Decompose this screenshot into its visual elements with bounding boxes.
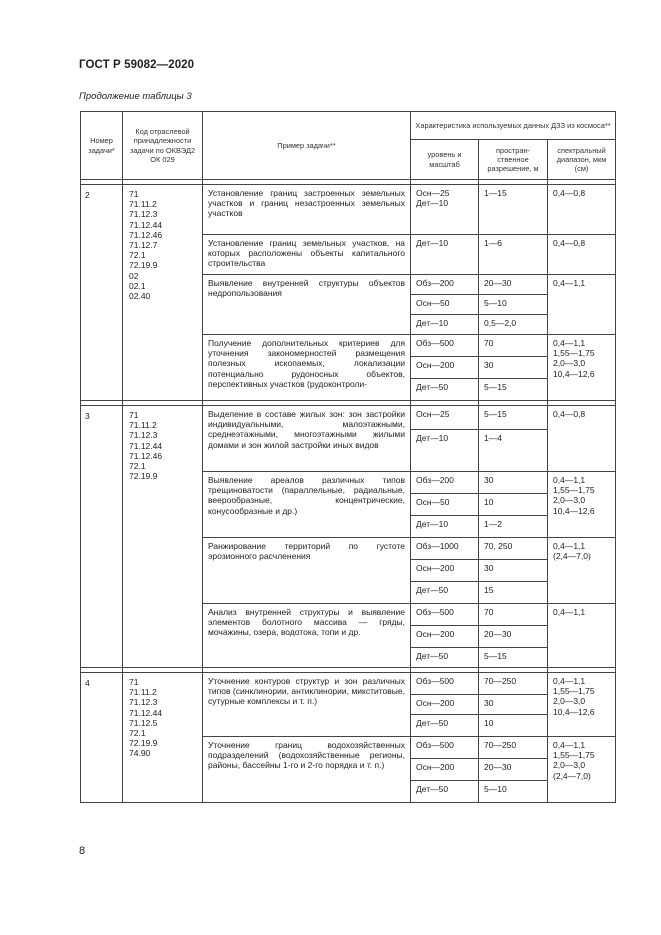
col-header-num: Номер задачи* (81, 112, 123, 180)
spectral-value: (2,4—7,0) (553, 770, 591, 781)
spectral-value: 1,55—1,75 (553, 686, 595, 697)
spectral-value: 10,4—12,6 (553, 505, 595, 516)
task-example: Установление границ застроенных земельных участков и границ незастроенных земельных участков (203, 185, 411, 235)
task-example: Выявление внутренней структуры объектов недропользования (203, 275, 411, 335)
spatial-resolution: 5—10 (479, 781, 548, 803)
level-scale: Осн—200 (411, 626, 479, 648)
okved-code: 71 (129, 189, 139, 199)
spatial-resolution: 70 (479, 335, 548, 357)
okved-code: 02.1 (129, 280, 146, 291)
spectral-value: 2,0—3,0 (553, 495, 586, 506)
spatial-resolution: 30 (479, 695, 548, 715)
table-row (81, 185, 616, 235)
spectral-value: 1,55—1,75 (553, 348, 595, 359)
spectral-value: 10,4—12,6 (553, 368, 595, 379)
level-scale: Обз—500 (411, 737, 479, 759)
spectral-range (548, 185, 616, 235)
okved-code: 71.12.46 (129, 229, 163, 240)
okved-code: 72.1 (129, 250, 146, 261)
level-scale: Обз—500 (411, 604, 479, 626)
task-example: Уточнение контуров структур и зон различных типов (синклинории, антиклинории, микститовые, сутурные комплексы и т. п.) (203, 673, 411, 737)
level-scale: Осн—50 (411, 494, 479, 516)
task-example: Выделение в составе жилых зон: зон застройки индивидуальными, малоэтажными, среднеэтажными, многоэтажными жилыми домами и зон жилой застройки иных видов (203, 406, 411, 472)
col-header-characteristics: Характеристика используемых данных ДЗЗ из космоса** (411, 112, 616, 140)
spectral-value: 0,4—1,1 (553, 475, 586, 485)
spectral-value: 2,0—3,0 (553, 760, 586, 771)
level-scale: Обз—200 (411, 275, 479, 295)
spatial-resolution: 30 (479, 560, 548, 582)
level-scale: Осн—200 (411, 357, 479, 379)
okved-code: 72.19.9 (129, 260, 158, 271)
col-header-spatial: простран- ственное разрешение, м (479, 140, 548, 180)
okved-code: 72.1 (129, 727, 146, 738)
table-caption: Продолжение таблицы 3 (79, 91, 192, 102)
spectral-value: 1,55—1,75 (553, 750, 595, 761)
okved-code: 71.12.44 (129, 707, 163, 718)
spectral-range (548, 604, 616, 668)
okved-code: 72.1 (129, 460, 146, 471)
task-number: 3 (81, 406, 123, 668)
spectral-range (548, 275, 616, 335)
spatial-resolution: 70 (479, 604, 548, 626)
spectral-value: 1,55—1,75 (553, 485, 595, 496)
page-number: 8 (79, 845, 86, 857)
spatial-resolution: 20—30 (479, 759, 548, 781)
task-example: Выявление ареалов различных типов трещиноватости (параллельные, радиальные, веерообразные, концентрические, конусообразные и др.) (203, 472, 411, 538)
task-example: Установление границ земельных участков, на которых расположены объекты капитального строительства (203, 235, 411, 275)
level-scale: Осн—200 (411, 759, 479, 781)
spectral-value: 0,4—1,1 (553, 607, 586, 617)
level-scale: Обз—500 (411, 673, 479, 695)
task-example: Уточнение границ водохозяйственных подразделений (водохозяйственные регионы, районы, бассейны 1-го и 2-го порядка и т. п.) (203, 737, 411, 803)
okved-code: 02.40 (129, 290, 151, 301)
spatial-resolution: 1—15 (479, 185, 548, 235)
okved-code: 02 (129, 270, 139, 281)
spatial-resolution: 5—15 (479, 406, 548, 430)
level-scale: Осн—200 (411, 560, 479, 582)
spatial-resolution: 20—30 (479, 275, 548, 295)
level-scale: Осн—200 (411, 695, 479, 715)
spatial-resolution: 5—10 (479, 295, 548, 315)
level-scale: Дет—10 (411, 315, 479, 335)
col-header-code: Код отраслевой принадлежности задачи по ОКВЭД2 ОК 029 (123, 112, 203, 180)
spectral-value: (2,4—7,0) (553, 551, 591, 562)
spatial-resolution: 5—15 (479, 379, 548, 401)
okved-code: 71.11.2 (129, 420, 157, 431)
spectral-range (548, 235, 616, 275)
okved-code: 72.19.9 (129, 471, 158, 482)
spectral-value: 0,4—1,1 (553, 338, 586, 348)
task-example: Ранжирование территорий по густоте эрозионного расчленения (203, 538, 411, 604)
spatial-resolution: 30 (479, 472, 548, 494)
level-scale: Обз—1000 (411, 538, 479, 560)
level-scale: Дет—50 (411, 715, 479, 737)
okved-codes (123, 406, 203, 668)
spatial-resolution: 5—15 (479, 648, 548, 668)
okved-code: 71.12.44 (129, 440, 163, 451)
level-scale: Дет—10 (411, 516, 479, 538)
okved-code: 71.12.7 (129, 239, 158, 250)
okved-codes (123, 185, 203, 401)
okved-code: 71.11.2 (129, 199, 157, 210)
col-header-example: Пример задачи** (203, 112, 411, 180)
okved-code: 74.90 (129, 748, 151, 759)
spatial-resolution: 1—2 (479, 516, 548, 538)
okved-code: 72.19.9 (129, 738, 158, 749)
spectral-range (548, 673, 616, 737)
spectral-value: 10,4—12,6 (553, 706, 595, 717)
spatial-resolution: 1—6 (479, 235, 548, 275)
spectral-value: 0,4—1,1 (553, 676, 586, 686)
okved-code: 71.12.3 (129, 209, 158, 220)
okved-code: 71 (129, 410, 139, 420)
level-scale: Дет—50 (411, 582, 479, 604)
spatial-resolution: 70, 250 (479, 538, 548, 560)
spectral-value: 0,4—1,1 (553, 278, 586, 288)
table-row (81, 673, 616, 695)
spatial-resolution: 20—30 (479, 626, 548, 648)
spectral-value: 0,4—1,1 (553, 541, 586, 551)
level-scale: Обз—500 (411, 335, 479, 357)
spectral-value: 0,4—0,8 (553, 188, 586, 198)
spectral-range (548, 538, 616, 604)
spatial-resolution: 70—250 (479, 737, 548, 759)
task-number: 4 (81, 673, 123, 803)
spatial-resolution: 30 (479, 357, 548, 379)
okved-code: 71.12.5 (129, 717, 158, 728)
task-example: Получение дополнительных критериев для уточнения закономерностей размещения полезных ископаемых, локализации потенциально рудоносных объектов, перспективных участков (рудоконтроли- (203, 335, 411, 401)
okved-code: 71.12.44 (129, 219, 163, 230)
level-scale: Дет—50 (411, 781, 479, 803)
spatial-resolution: 10 (479, 494, 548, 516)
spectral-value: 2,0—3,0 (553, 696, 586, 707)
level-scale: Дет—50 (411, 379, 479, 401)
spectral-value: 2,0—3,0 (553, 358, 586, 369)
level-scale: Осн—25 Дет—10 (411, 185, 479, 235)
okved-code: 71 (129, 677, 139, 687)
okved-codes (123, 673, 203, 803)
spatial-resolution: 1—4 (479, 430, 548, 472)
document-code: ГОСТ Р 59082—2020 (79, 59, 195, 71)
spectral-range (548, 472, 616, 538)
spatial-resolution: 15 (479, 582, 548, 604)
spectral-range (548, 406, 616, 472)
task-example: Анализ внутренней структуры и выявление элементов болотного массива — гряды, мочажины, озера, водотока, топи и др. (203, 604, 411, 668)
spatial-resolution: 10 (479, 715, 548, 737)
level-scale: Дет—50 (411, 648, 479, 668)
table-row (81, 406, 616, 430)
okved-code: 71.12.3 (129, 430, 158, 441)
spatial-resolution: 70—250 (479, 673, 548, 695)
level-scale: Обз—200 (411, 472, 479, 494)
task-number: 2 (81, 185, 123, 401)
okved-code: 71.11.2 (129, 687, 157, 698)
data-table (80, 111, 616, 803)
level-scale: Дет—10 (411, 430, 479, 472)
level-scale: Осн—50 (411, 295, 479, 315)
col-header-level: уровень и масштаб (411, 140, 479, 180)
table-body (81, 185, 616, 803)
spectral-value: 0,4—0,8 (553, 238, 586, 248)
spatial-resolution: 0,5—2,0 (479, 315, 548, 335)
spectral-value: 0,4—0,8 (553, 409, 586, 419)
okved-code: 71.12.3 (129, 697, 158, 708)
level-scale: Дет—10 (411, 235, 479, 275)
okved-code: 71.12.46 (129, 450, 163, 461)
col-header-spectral: спектральный диапазон, мкм (см) (548, 140, 616, 180)
spectral-value: 0,4—1,1 (553, 740, 586, 750)
spectral-range (548, 737, 616, 803)
level-scale: Осн—25 (411, 406, 479, 430)
spectral-range (548, 335, 616, 401)
